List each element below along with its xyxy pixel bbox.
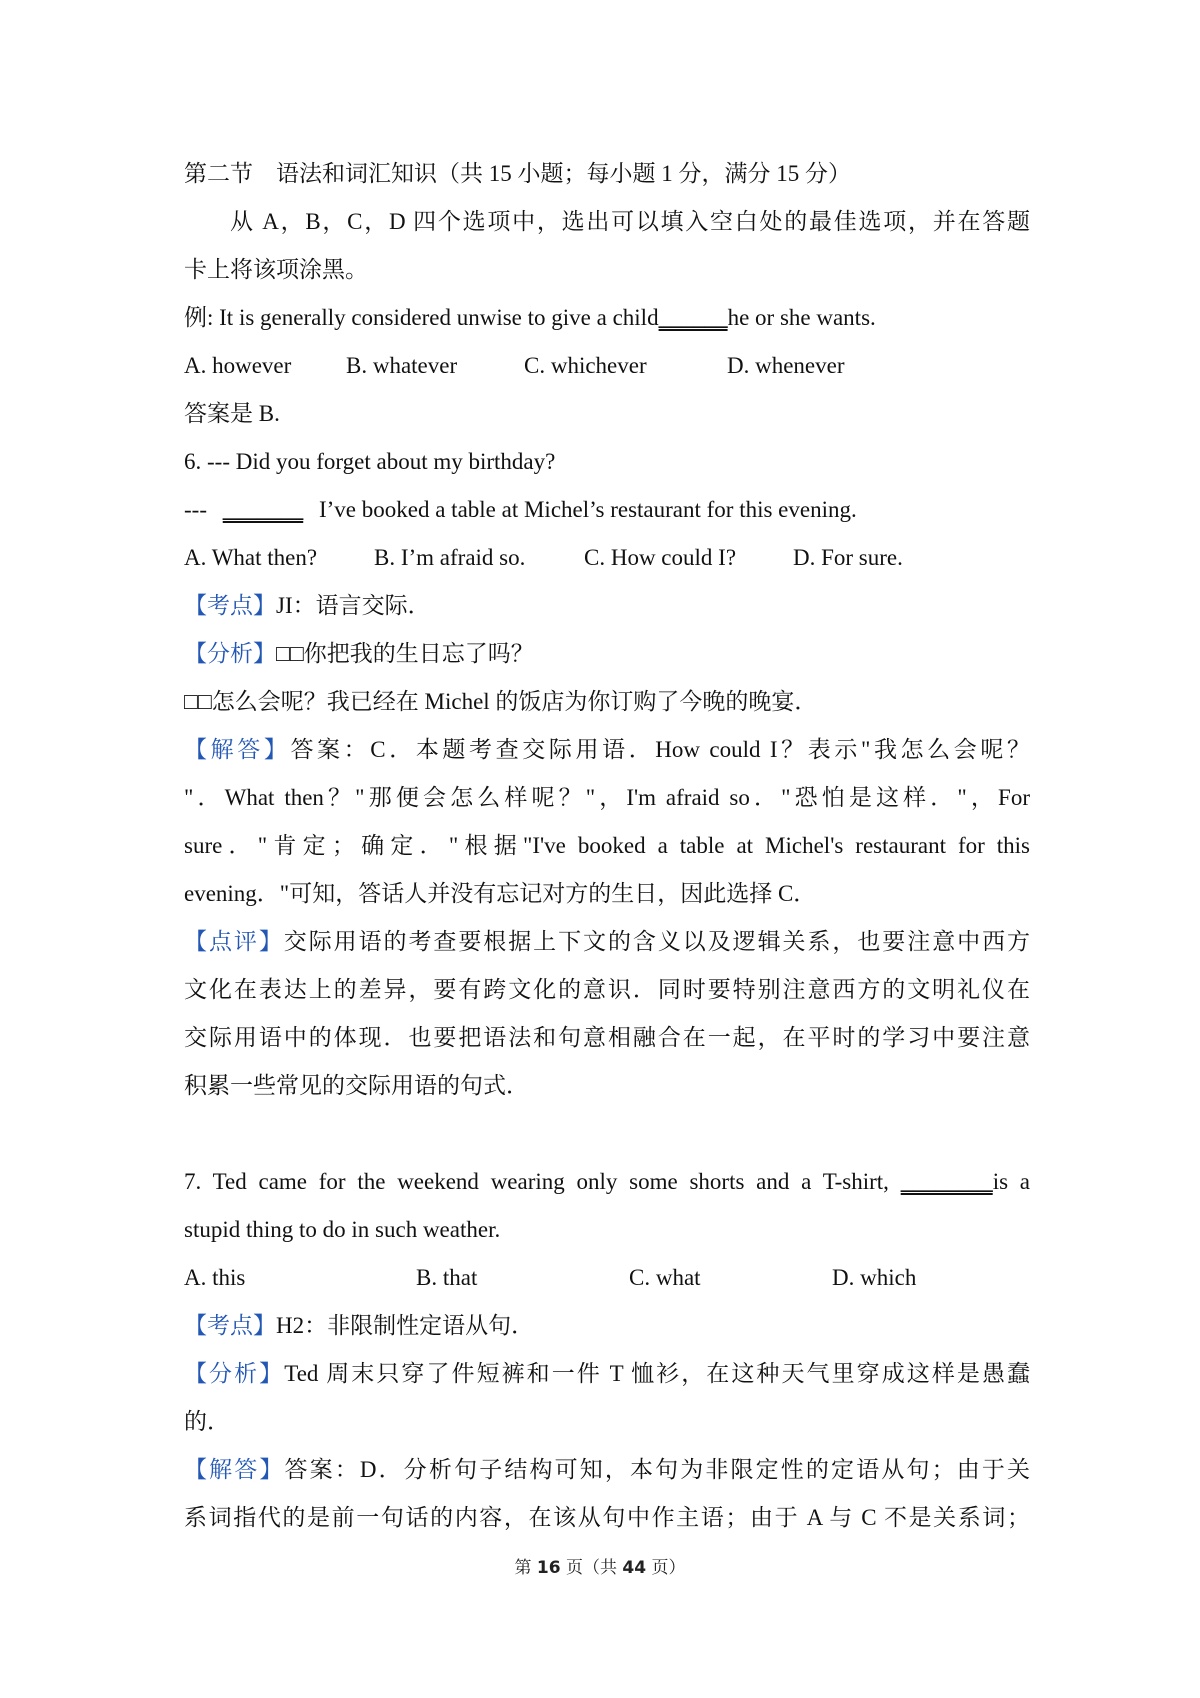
q6-dianping-line-2: 文化在表达上的差异，要有跨文化的意识．同时要特别注意西方的文明礼仪在 <box>184 977 1030 1002</box>
q6-dianping-line-4: 积累一些常见的交际用语的句式． <box>184 1073 529 1098</box>
q6-dianping-line-3: 交际用语中的体现．也要把语法和句意相融合在一起，在平时的学习中要注意 <box>184 1025 1030 1050</box>
q6-kaodian <box>184 582 1030 630</box>
q7-jieda-line-2: 系词指代的是前一句话的内容，在该从句中作主语；由于 A 与 C 不是关系词； <box>184 1505 1030 1530</box>
q6-fenxi <box>184 630 1030 678</box>
q7-option-d: D. which <box>832 1265 917 1290</box>
q7-line-1 <box>184 1158 1030 1206</box>
q6-jieda <box>184 726 1030 774</box>
footer-prefix: 第 <box>514 1558 537 1578</box>
question-spacer <box>184 1110 1030 1158</box>
q6-option-a: A. What then? <box>184 545 318 570</box>
q6-kaodian-text: JI：语言交际． <box>276 593 431 618</box>
q6-fenxi-tag: 【分析】 <box>184 641 276 666</box>
example-option-c: C. whichever <box>524 353 647 378</box>
example-answer: 答案是 B. <box>184 401 280 426</box>
q7-blank: ________ <box>900 1169 993 1194</box>
q7-kaodian-text: H2：非限制性定语从句． <box>276 1313 535 1338</box>
example-question <box>184 294 1030 342</box>
footer-middle: 页（共 <box>560 1558 623 1578</box>
example-prefix: 例: It is generally considered unwise to give a child <box>184 305 659 330</box>
q6-blank: _______ <box>222 497 304 522</box>
q7-line-1-text: 7. Ted came for the weekend wearing only some shorts and a T-shirt, <box>184 1169 889 1194</box>
q7-fenxi <box>184 1350 1030 1398</box>
q6-jieda-line-3: sure．"肯定；确定．"根据"I've booked a table at Michel's restaurant for this <box>184 833 1030 858</box>
q7-kaodian <box>184 1302 1030 1350</box>
q6-jieda-tag: 【解答】 <box>184 737 291 762</box>
q7-line-1-suffix: is a <box>992 1169 1031 1194</box>
instructions-line-1: 从 A，B，C，D 四个选项中，选出可以填入空白处的最佳选项，并在答题 <box>230 209 1030 234</box>
section-title: 第二节 语法和词汇知识（共 15 小题；每小题 1 分，满分 15 分） <box>184 161 851 186</box>
q6-option-b: B. I’m afraid so. <box>374 545 526 570</box>
q7-jieda-line-1: 答案：D．分析句子结构可知，本句为非限定性的定语从句；由于关 <box>284 1457 1030 1482</box>
example-suffix: he or she wants. <box>727 305 876 330</box>
q7-option-a: A. this <box>184 1265 246 1290</box>
footer-total-pages: 44 <box>622 1558 647 1578</box>
q6-options <box>184 534 1030 582</box>
q6-dianping <box>184 918 1030 966</box>
q7-jieda <box>184 1446 1030 1494</box>
q7-fenxi-tag: 【分析】 <box>184 1361 285 1386</box>
q7-fenxi-line-2: 的． <box>184 1409 230 1434</box>
q7-jieda-tag: 【解答】 <box>184 1457 285 1482</box>
q7-option-b: B. that <box>416 1265 478 1290</box>
document-page <box>184 150 1030 1542</box>
q6-line-2-text: I’ve booked a table at Michel’s restaurant for this evening. <box>318 497 857 522</box>
q6-kaodian-tag: 【考点】 <box>184 593 276 618</box>
q7-options <box>184 1254 1030 1302</box>
q6-option-c: C. How could I? <box>584 545 737 570</box>
footer-suffix: 页） <box>646 1558 686 1578</box>
example-blank: ______ <box>658 305 728 330</box>
q6-dashes: --- <box>184 497 207 522</box>
example-option-a: A. however <box>184 353 292 378</box>
q6-dianping-tag: 【点评】 <box>184 929 284 954</box>
q6-fenxi-line-1: □□你把我的生日忘了吗？ <box>276 641 534 666</box>
q6-line-1: 6. --- Did you forget about my birthday? <box>184 449 556 474</box>
q6-jieda-line-2: "．What then？"那便会怎么样呢？"，I'm afraid so．"恐怕是这样．"，For <box>184 785 1030 810</box>
q6-option-d: D. For sure. <box>793 545 903 570</box>
example-option-d: D. whenever <box>727 353 845 378</box>
q7-fenxi-line-1: Ted 周末只穿了件短裤和一件 T 恤衫，在这种天气里穿成这样是愚蠢 <box>284 1361 1031 1386</box>
q7-kaodian-tag: 【考点】 <box>184 1313 276 1338</box>
instructions-line-2: 卡上将该项涂黑。 <box>184 257 368 282</box>
page-footer <box>0 1553 1200 1578</box>
q6-fenxi-line-2: □□怎么会呢？我已经在 Michel 的饭店为你订购了今晚的晚宴． <box>184 689 818 714</box>
q6-line-2 <box>184 486 1030 534</box>
q7-option-c: C. what <box>629 1265 701 1290</box>
example-option-b: B. whatever <box>346 353 458 378</box>
q6-jieda-line-4: evening．"可知，答话人并没有忘记对方的生日，因此选择 C． <box>184 881 817 906</box>
q6-jieda-line-1: 答案：C．本题考查交际用语．How could I？表示"我怎么会呢？ <box>290 737 1030 762</box>
footer-page-number: 16 <box>536 1558 561 1578</box>
q6-dianping-line-1: 交际用语的考查要根据上下文的含义以及逻辑关系，也要注意中西方 <box>283 929 1031 954</box>
q7-line-2: stupid thing to do in such weather. <box>184 1217 501 1242</box>
example-options <box>184 342 1030 390</box>
